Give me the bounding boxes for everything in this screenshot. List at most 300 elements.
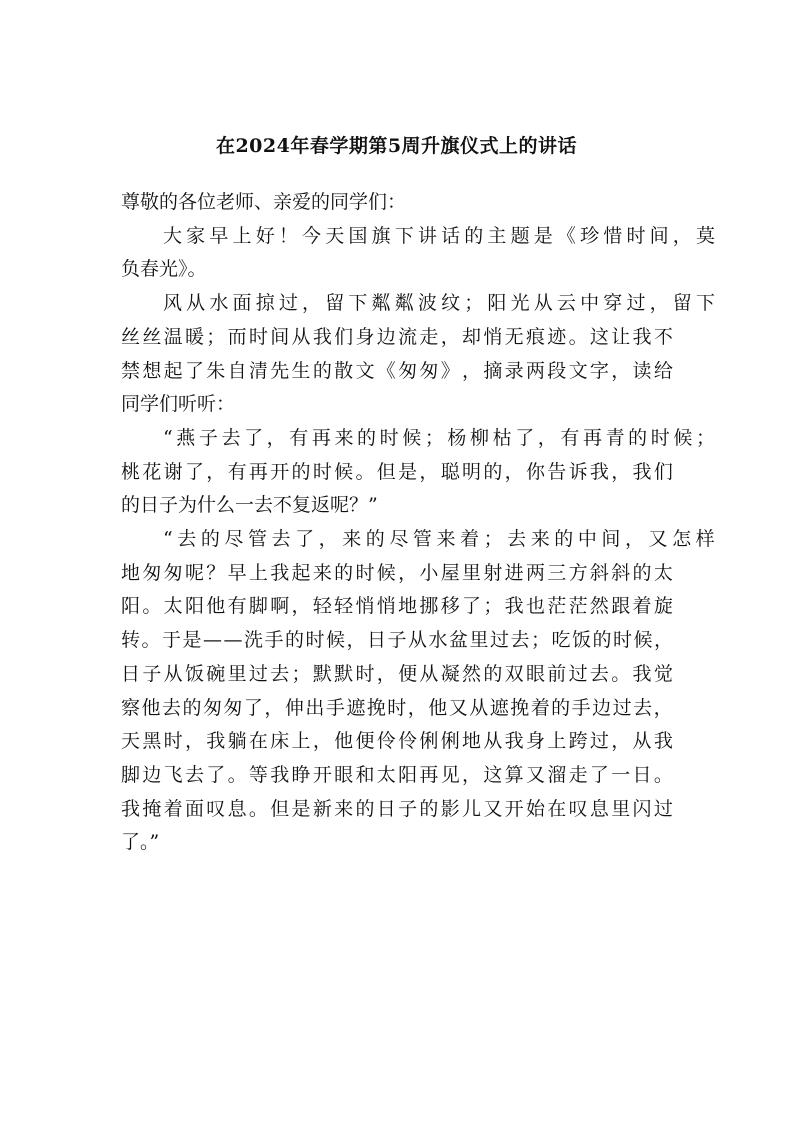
char-glyph: 了 (184, 460, 204, 483)
char-glyph: 间 (649, 224, 669, 247)
char-glyph: 黑 (142, 730, 162, 753)
char-glyph: 边 (376, 325, 396, 348)
paragraph-line (121, 793, 673, 827)
char-glyph: 粼 (394, 292, 414, 315)
char-glyph: 丝 (121, 325, 141, 348)
char-glyph: 开 (270, 460, 290, 483)
char-glyph: 去 (177, 528, 197, 551)
char-glyph: 从 (632, 730, 652, 753)
char-glyph: ， (504, 460, 524, 483)
char-glyph: 怎 (672, 528, 692, 551)
char-glyph: 日 (632, 763, 652, 786)
paragraph-line (121, 624, 673, 658)
char-glyph: 禁 (121, 359, 141, 382)
char-glyph: 日 (121, 662, 141, 685)
char-glyph: 屋 (440, 561, 460, 584)
paragraph-line (121, 725, 673, 759)
char-glyph: 下 (394, 224, 414, 247)
char-glyph: 太 (163, 595, 183, 618)
char-glyph: 轻 (312, 595, 332, 618)
char-glyph: ？ (206, 561, 226, 584)
char-glyph: ； (483, 595, 503, 618)
char-glyph: 告 (547, 460, 567, 483)
char-glyph: ， (206, 460, 226, 483)
char-glyph: ， (407, 696, 427, 719)
char-glyph: 时 (650, 426, 670, 449)
char-glyph: 了 (206, 763, 226, 786)
char-glyph: 上 (248, 561, 268, 584)
char-glyph: 过 (626, 292, 646, 315)
char-glyph: 候 (376, 561, 396, 584)
paragraph-line (121, 523, 715, 557)
char-glyph: 水 (209, 292, 229, 315)
char-glyph: 匆 (202, 696, 222, 719)
char-glyph: 斜 (611, 561, 631, 584)
char-glyph: 文 (355, 359, 375, 382)
char-glyph: 时 (312, 460, 332, 483)
char-glyph: 候 (325, 629, 345, 652)
char-glyph: 》 (440, 359, 460, 382)
char-glyph: 下 (348, 292, 368, 315)
char-glyph: 时 (612, 629, 632, 652)
char-glyph: 时 (379, 426, 399, 449)
char-glyph: 波 (417, 292, 437, 315)
char-glyph: ； (530, 629, 550, 652)
char-glyph: ， (672, 224, 692, 247)
char-glyph: 珍 (580, 224, 600, 247)
char-glyph: 去 (270, 662, 290, 685)
char-glyph: ， (440, 325, 460, 348)
char-glyph: 录 (504, 359, 524, 382)
char-glyph: 子 (198, 426, 218, 449)
char-glyph: 起 (163, 359, 183, 382)
char-glyph: 的 (592, 629, 612, 652)
paragraph-line (121, 759, 673, 793)
char-glyph: 粼 (371, 292, 391, 315)
char-glyph: 杨 (447, 426, 467, 449)
char-glyph: 痕 (525, 325, 545, 348)
char-glyph: 了 (515, 426, 535, 449)
char-glyph: 新 (312, 797, 332, 820)
char-glyph: 两 (525, 359, 545, 382)
char-glyph: 跟 (611, 595, 631, 618)
char-glyph: 了 (243, 696, 263, 719)
char-glyph: 去 (184, 763, 204, 786)
char-glyph: 碗 (206, 662, 226, 685)
char-glyph: ， (398, 561, 418, 584)
char-glyph: 默 (334, 662, 354, 685)
char-glyph: 散 (334, 359, 354, 382)
char-glyph: 了 (589, 763, 609, 786)
char-glyph: ， (291, 595, 311, 618)
char-glyph: 们 (653, 460, 673, 483)
char-glyph: 过 (589, 730, 609, 753)
char-glyph: 去 (589, 662, 609, 685)
char-glyph: 开 (504, 797, 524, 820)
char-glyph: 开 (312, 763, 332, 786)
char-glyph: 一 (611, 763, 631, 786)
char-glyph: 过 (489, 629, 509, 652)
char-glyph: 阳 (121, 595, 141, 618)
char-glyph: 有 (560, 426, 580, 449)
char-glyph: 了 (244, 426, 264, 449)
char-glyph: 的 (632, 561, 652, 584)
char-glyph: 上 (232, 224, 252, 247)
char-glyph: 。 (653, 763, 673, 786)
char-glyph: 朱 (206, 359, 226, 382)
char-glyph: 我 (121, 797, 141, 820)
char-glyph: 遮 (346, 696, 366, 719)
char-glyph: 盆 (448, 629, 468, 652)
char-glyph: 察 (121, 696, 141, 719)
char-glyph: 从 (483, 730, 503, 753)
char-glyph: 。 (568, 325, 588, 348)
char-glyph: 桃 (121, 460, 141, 483)
char-glyph: ， (649, 292, 669, 315)
char-glyph: 早 (209, 224, 229, 247)
char-glyph: 俐 (419, 730, 439, 753)
char-glyph: 他 (334, 730, 354, 753)
char-glyph: 我 (632, 662, 652, 685)
char-glyph: 的 (284, 629, 304, 652)
char-glyph: 挽 (366, 696, 386, 719)
char-glyph: 的 (334, 561, 354, 584)
char-glyph: 他 (428, 696, 448, 719)
char-glyph: 躺 (227, 730, 247, 753)
char-glyph: 从 (419, 662, 439, 685)
char-glyph: 温 (163, 325, 183, 348)
char-glyph: 阳 (487, 292, 507, 315)
paragraph-line: 了。” (121, 831, 160, 854)
char-glyph: 的 (628, 426, 648, 449)
char-glyph: 。 (248, 797, 268, 820)
char-glyph: 迹 (547, 325, 567, 348)
char-glyph: 文 (568, 359, 588, 382)
char-glyph: 明 (462, 460, 482, 483)
char-glyph: 方 (568, 561, 588, 584)
char-glyph: 里 (611, 797, 631, 820)
char-glyph: 我 (589, 460, 609, 483)
char-glyph: 这 (483, 763, 503, 786)
char-glyph: 旗 (371, 224, 391, 247)
char-glyph: 柳 (470, 426, 490, 449)
char-glyph: ， (346, 629, 366, 652)
char-glyph: “ (163, 528, 173, 551)
char-glyph: 不 (653, 325, 673, 348)
char-glyph: 眼 (334, 763, 354, 786)
char-glyph: 息 (227, 797, 247, 820)
char-glyph: 时 (305, 629, 325, 652)
char-glyph: ， (462, 359, 482, 382)
char-glyph: 过 (248, 662, 268, 685)
char-glyph: ， (611, 359, 631, 382)
char-glyph: 洗 (243, 629, 263, 652)
char-glyph: 溜 (547, 763, 567, 786)
char-glyph: ， (624, 528, 644, 551)
paragraph-line (121, 321, 673, 355)
char-glyph: 射 (483, 561, 503, 584)
char-glyph: 来 (334, 426, 354, 449)
char-glyph: 生 (291, 359, 311, 382)
char-glyph: 便 (355, 730, 375, 753)
char-glyph: 燕 (176, 426, 196, 449)
char-glyph: ， (462, 763, 482, 786)
char-glyph: 手 (325, 696, 345, 719)
char-glyph: 悄 (355, 595, 375, 618)
char-glyph: 边 (592, 696, 612, 719)
char-glyph: 的 (357, 426, 377, 449)
char-glyph: 我 (504, 595, 524, 618)
char-glyph: ， (302, 292, 322, 315)
char-glyph: 的 (291, 460, 311, 483)
char-glyph: 候 (673, 426, 693, 449)
char-glyph: 是 (291, 797, 311, 820)
char-glyph: 呢 (184, 561, 204, 584)
char-glyph: 睁 (291, 763, 311, 786)
char-glyph: 再 (582, 426, 602, 449)
char-glyph: 我 (312, 325, 332, 348)
char-glyph: 眼 (525, 662, 545, 685)
char-glyph: 你 (525, 460, 545, 483)
char-glyph: 我 (270, 763, 290, 786)
char-glyph: 天 (121, 730, 141, 753)
char-glyph: 了 (295, 528, 315, 551)
char-glyph: 自 (227, 359, 247, 382)
char-glyph: 子 (398, 797, 418, 820)
char-glyph: 来 (334, 797, 354, 820)
char-glyph: ， (376, 662, 396, 685)
char-glyph: 惜 (603, 224, 623, 247)
char-glyph: ， (653, 696, 673, 719)
char-glyph: ， (419, 460, 439, 483)
char-glyph: 我 (206, 730, 226, 753)
char-glyph: 的 (182, 696, 202, 719)
char-glyph: 在 (248, 730, 268, 753)
char-glyph: 。 (141, 629, 161, 652)
char-glyph: 匆 (223, 696, 243, 719)
char-glyph: 面 (232, 292, 252, 315)
char-glyph: 小 (419, 561, 439, 584)
char-glyph: 去 (510, 629, 530, 652)
paragraph-line (121, 658, 673, 692)
char-glyph: 息 (589, 797, 609, 820)
char-glyph: “ (163, 426, 173, 449)
char-glyph: ， (184, 730, 204, 753)
char-glyph: ； (464, 292, 484, 315)
char-glyph: 但 (270, 797, 290, 820)
char-glyph: 过 (568, 662, 588, 685)
quote-paragraph-1 (121, 422, 715, 523)
char-glyph: 穿 (603, 292, 623, 315)
char-glyph: 叹 (568, 797, 588, 820)
char-glyph: 的 (419, 797, 439, 820)
char-glyph: 的 (312, 359, 332, 382)
char-glyph: 我 (653, 730, 673, 753)
char-glyph: 讲 (417, 224, 437, 247)
char-glyph: 尽 (224, 528, 244, 551)
char-glyph: 凝 (440, 662, 460, 685)
char-glyph: 枯 (492, 426, 512, 449)
char-glyph: 先 (270, 359, 290, 382)
char-glyph: 日 (376, 797, 396, 820)
char-glyph: 去 (221, 426, 241, 449)
char-glyph: 读 (632, 359, 652, 382)
char-glyph: 的 (200, 528, 220, 551)
char-glyph: 想 (142, 359, 162, 382)
char-glyph: 饭 (184, 662, 204, 685)
char-glyph: 茫 (547, 595, 567, 618)
char-glyph: 在 (547, 797, 567, 820)
char-glyph: 时 (248, 325, 268, 348)
char-glyph: 莫 (695, 224, 715, 247)
char-glyph: 斜 (589, 561, 609, 584)
paragraph-line: 同学们听听： (121, 393, 236, 416)
char-glyph: 样 (695, 528, 715, 551)
char-glyph: 花 (142, 460, 162, 483)
char-glyph: 时 (626, 224, 646, 247)
char-glyph: 又 (648, 528, 668, 551)
char-glyph: 前 (547, 662, 567, 685)
char-glyph: 让 (611, 325, 631, 348)
char-glyph: 时 (355, 561, 375, 584)
char-glyph: 旋 (653, 595, 673, 618)
char-glyph: 伶 (398, 730, 418, 753)
paragraph-line: 的日子为什么一去不复返呢？” (121, 494, 378, 517)
char-glyph: 《 (376, 359, 396, 382)
char-glyph: 中 (580, 292, 600, 315)
char-glyph: 候 (633, 629, 653, 652)
char-glyph: 挪 (419, 595, 439, 618)
char-glyph: 尽 (389, 528, 409, 551)
char-glyph: 丝 (142, 325, 162, 348)
char-glyph: 里 (469, 629, 489, 652)
char-glyph: ； (483, 528, 503, 551)
char-glyph: 进 (504, 561, 524, 584)
char-glyph: ； (291, 662, 311, 685)
char-glyph: 又 (483, 797, 503, 820)
char-glyph: ！ (278, 224, 298, 247)
char-glyph: 纹 (441, 292, 461, 315)
char-glyph: 俐 (440, 730, 460, 753)
char-glyph: 影 (440, 797, 460, 820)
char-glyph: 儿 (462, 797, 482, 820)
char-glyph: 掩 (142, 797, 162, 820)
char-glyph: 《 (556, 224, 576, 247)
char-glyph: 着 (530, 696, 550, 719)
paragraph-line (121, 590, 673, 624)
char-glyph: 子 (387, 629, 407, 652)
char-glyph: 来 (436, 528, 456, 551)
char-glyph: 无 (504, 325, 524, 348)
char-glyph: 管 (412, 528, 432, 551)
document-body (121, 186, 715, 860)
char-glyph: 水 (428, 629, 448, 652)
char-glyph: ； (424, 426, 444, 449)
paragraph-1 (121, 220, 715, 287)
char-glyph: 脚 (121, 763, 141, 786)
char-glyph: ， (266, 426, 286, 449)
char-glyph: 里 (462, 561, 482, 584)
char-glyph: 面 (184, 797, 204, 820)
char-glyph: 今 (302, 224, 322, 247)
char-glyph: 了 (462, 595, 482, 618)
char-glyph: 去 (161, 696, 181, 719)
char-glyph: 是 (533, 224, 553, 247)
char-glyph: 的 (365, 528, 385, 551)
char-glyph: 也 (525, 595, 545, 618)
char-glyph: 从 (407, 629, 427, 652)
char-glyph: 伶 (376, 730, 396, 753)
char-glyph: 吃 (551, 629, 571, 652)
char-glyph: 天 (325, 224, 345, 247)
char-glyph: 云 (556, 292, 576, 315)
char-glyph: 的 (355, 797, 375, 820)
char-glyph: 我 (504, 730, 524, 753)
char-glyph: 等 (248, 763, 268, 786)
char-glyph: 走 (419, 325, 439, 348)
char-glyph: 子 (142, 662, 162, 685)
char-glyph: 来 (530, 528, 550, 551)
char-glyph: 从 (186, 292, 206, 315)
char-glyph: ， (264, 696, 284, 719)
char-glyph: 是 (182, 629, 202, 652)
char-glyph: 悄 (483, 325, 503, 348)
char-glyph: 身 (355, 325, 375, 348)
char-glyph: 是 (398, 460, 418, 483)
char-glyph: 便 (398, 662, 418, 685)
char-glyph: 饭 (571, 629, 591, 652)
char-glyph: 地 (121, 561, 141, 584)
char-glyph: 过 (278, 292, 298, 315)
char-glyph: 间 (601, 528, 621, 551)
char-glyph: 上 (547, 730, 567, 753)
char-glyph: 见 (440, 763, 460, 786)
char-glyph: 然 (589, 595, 609, 618)
char-glyph: 他 (141, 696, 161, 719)
char-glyph: 。 (611, 662, 631, 685)
char-glyph: 地 (398, 595, 418, 618)
char-glyph: — (203, 629, 222, 652)
char-glyph: ， (611, 460, 631, 483)
char-glyph: 里 (227, 662, 247, 685)
char-glyph: 有 (227, 460, 247, 483)
paragraph-line (121, 355, 673, 389)
char-glyph: 床 (270, 730, 290, 753)
char-glyph: 诉 (568, 460, 588, 483)
char-glyph: 题 (510, 224, 530, 247)
char-glyph: 留 (325, 292, 345, 315)
char-glyph: 日 (366, 629, 386, 652)
char-glyph: 起 (291, 561, 311, 584)
char-glyph: 地 (462, 730, 482, 753)
char-glyph: 了 (184, 359, 204, 382)
char-glyph: 而 (227, 325, 247, 348)
char-glyph: 我 (632, 325, 652, 348)
char-glyph: 的 (483, 460, 503, 483)
char-glyph: 的 (551, 696, 571, 719)
char-glyph: 飞 (163, 763, 183, 786)
char-glyph: 家 (186, 224, 206, 247)
char-glyph: ， (653, 629, 673, 652)
char-glyph: 觉 (653, 662, 673, 685)
char-glyph: 手 (571, 696, 591, 719)
char-glyph: 太 (653, 561, 673, 584)
char-glyph: 匆 (163, 561, 183, 584)
char-glyph: 再 (248, 460, 268, 483)
char-glyph: 和 (355, 763, 375, 786)
char-glyph: 来 (312, 561, 332, 584)
char-glyph: 风 (163, 292, 183, 315)
